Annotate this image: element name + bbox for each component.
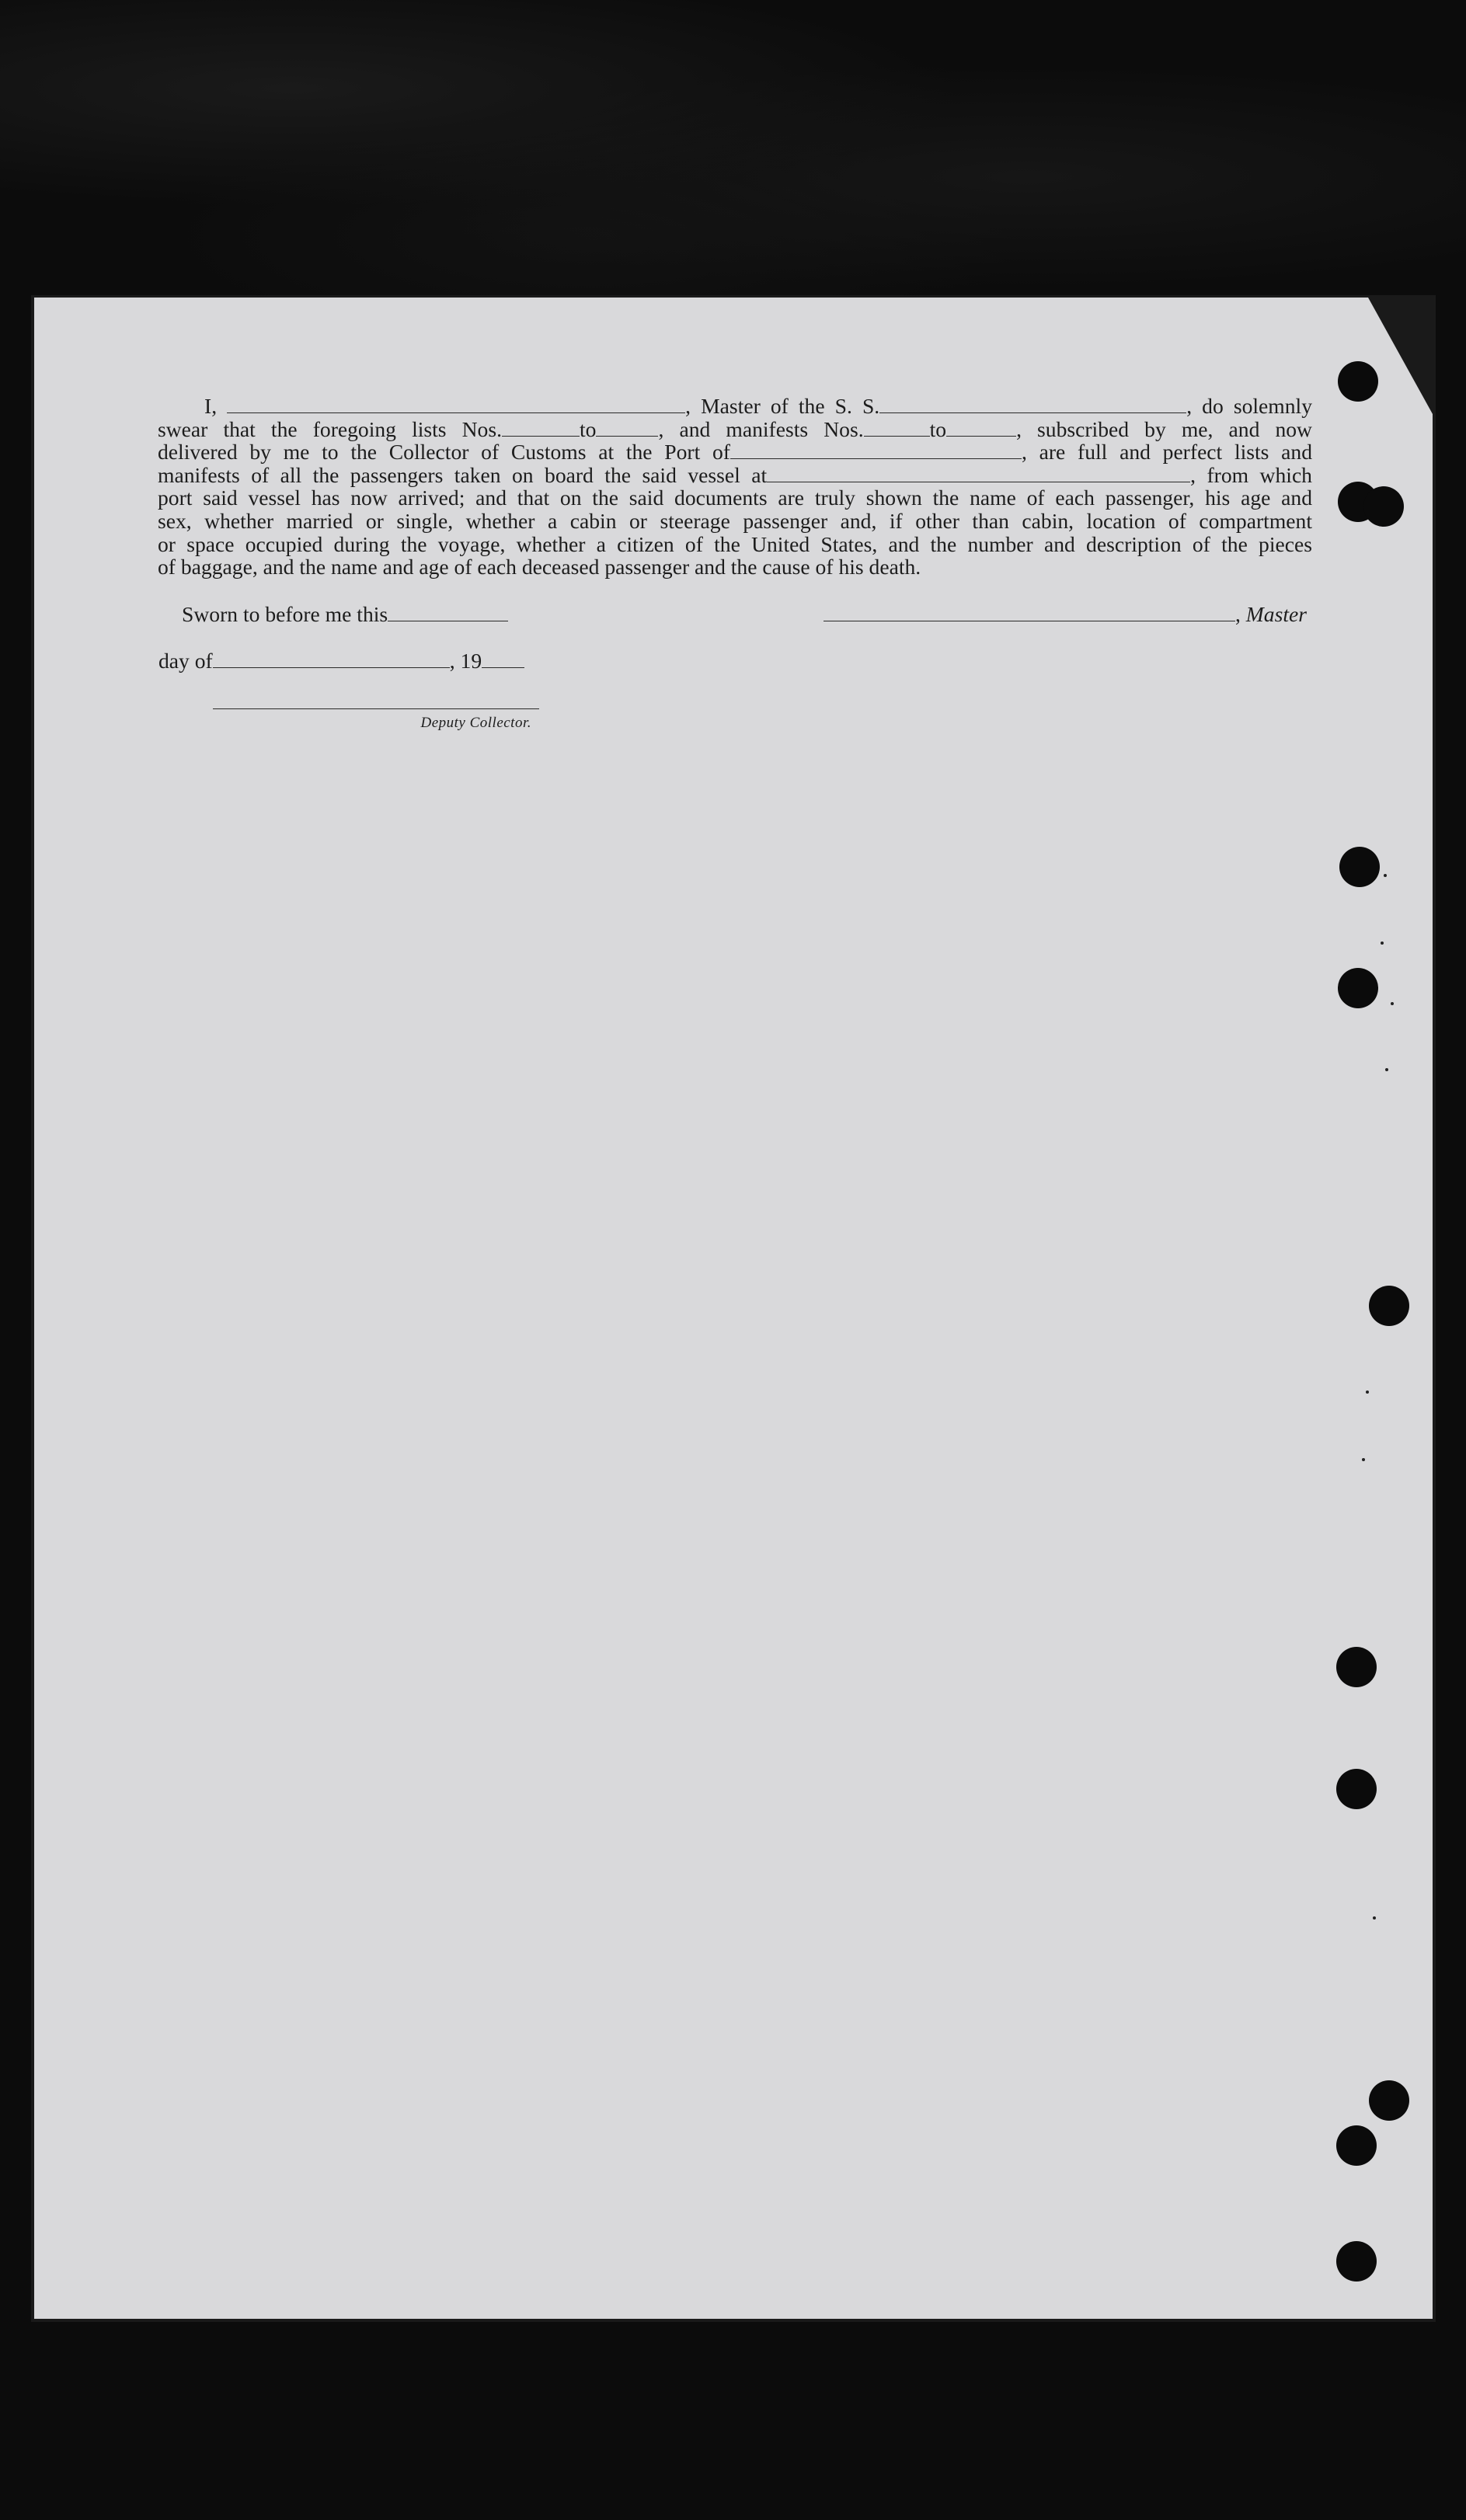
- oath-text: , are full and perfect lists and: [1022, 440, 1312, 465]
- oath-line-1: [158, 395, 1312, 418]
- punch-hole: [1338, 968, 1378, 1008]
- manifest-from-blank: [864, 422, 930, 437]
- oath-text: , and manifests Nos.: [658, 416, 864, 441]
- oath-text: , subscribed by me, and now: [1016, 416, 1312, 441]
- oath-line-8: of baggage, and the name and age of each deceased passenger and the cause of his death.: [158, 555, 921, 580]
- month-blank: [213, 653, 450, 668]
- sworn-day-blank: [388, 607, 508, 621]
- manifest-to-blank: [946, 422, 1016, 437]
- oath-text: manifests of all the passengers taken on board the said vessel at: [158, 462, 768, 487]
- oath-line-2: [158, 418, 1312, 441]
- speck: [1385, 1068, 1388, 1071]
- oath-line-6: sex, whether married or single, whether a cabin or steerage passenger and, if other than cabin, location of compartment: [158, 508, 1312, 533]
- punch-hole: [1336, 2125, 1377, 2166]
- oath-text: delivered by me to the Collector of Customs at the Port of: [158, 440, 730, 465]
- oath-line-7: or space occupied during the voyage, whether a citizen of the United States, and the number and description of the pieces: [158, 531, 1312, 556]
- punch-hole: [1363, 486, 1404, 527]
- scan-background: [0, 0, 1466, 295]
- manifest-page: [34, 298, 1433, 2319]
- master-signature-line: , Master: [824, 602, 1307, 627]
- oath-line-4: [158, 464, 1312, 487]
- speck: [1373, 1916, 1376, 1920]
- list-from-blank: [502, 422, 580, 437]
- sworn-line: [182, 602, 508, 627]
- sworn-text: Sworn to before me this: [182, 602, 388, 626]
- master-label: Master: [1245, 602, 1307, 626]
- speck: [1366, 1391, 1369, 1394]
- oath-text: , do solemnly: [1186, 394, 1312, 418]
- deputy-label-text: Deputy Collector.: [420, 715, 531, 731]
- speck: [1391, 1002, 1394, 1005]
- oath-text: I,: [204, 394, 218, 418]
- oath-line-5: port said vessel has now arrived; and that on the said documents are truly shown the name of each passenger, his age and: [158, 486, 1312, 510]
- master-name-blank: [227, 399, 685, 413]
- punch-hole: [1339, 847, 1380, 887]
- speck: [1362, 1458, 1365, 1461]
- day-of-text: day of: [158, 649, 213, 673]
- master-signature-blank: [824, 607, 1235, 621]
- punch-hole: [1336, 1647, 1377, 1687]
- speck: [1381, 942, 1384, 945]
- year-prefix: , 19: [449, 649, 482, 673]
- speck: [1384, 874, 1387, 877]
- punch-hole: [1369, 2080, 1409, 2121]
- oath-text: to: [929, 416, 947, 441]
- oath-text: swear that the foregoing lists Nos.: [158, 416, 502, 441]
- date-line: [158, 649, 524, 674]
- oath-line-3: [158, 440, 1312, 464]
- deputy-signature-blank: [213, 708, 539, 709]
- deputy-collector-label: [213, 715, 539, 732]
- punch-hole: [1338, 361, 1378, 402]
- list-to-blank: [596, 422, 658, 437]
- oath-text: to: [580, 416, 597, 441]
- year-blank: [482, 653, 524, 668]
- punch-hole: [1369, 1286, 1409, 1326]
- punch-hole: [1336, 1769, 1377, 1809]
- oath-paragraph: [158, 395, 1312, 579]
- port-blank: [730, 444, 1022, 459]
- ship-name-blank: [879, 399, 1186, 413]
- punch-hole: [1336, 2241, 1377, 2282]
- departure-port-blank: [767, 468, 1190, 482]
- oath-text: , from which: [1190, 462, 1312, 487]
- oath-text: , Master of the S. S.: [685, 394, 880, 418]
